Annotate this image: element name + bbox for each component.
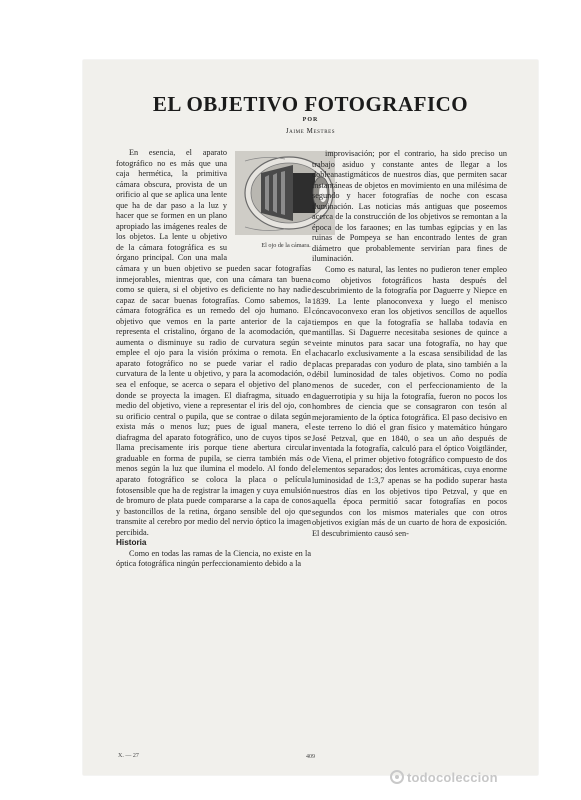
watermark-logo-icon <box>390 770 404 784</box>
body-paragraph: En esencia, el aparato fotográfico no es más que una caja hermética, la primitiva cámara obscura, provista de un orificio al que se aplica una lente que ha de dar paso a la luz y hacer que se formen en un plano apropiado las imágenes reales de los objetos. La lente u objetivo de la cámara fotográfica es su órgano principal. Con una mala cámara y un buen objetivo se pueden sacar fotografías inmejorables, mientras que, con una cámara tan buena como se quiera, si el objetivo es deficiente no hay nadie capaz de sacar buenas fotografías. Como sabemos, la cámara fotográfica es un remedo del ojo humano. El objetivo que vemos en la parte anterior de la caja representa el cristalino, órgano de la acomodación, que aumenta o disminuye su radio de curvatura según se emplee el ojo para la visión próxima o remota. En el aparato fotográfico no se puede variar el radio de curvatura de la lente u objetivo, y para la acomodación, o sea el enfoque, se acerca o separa el objetivo del plano donde se proyecta la imagen. El diafragma, situado en medio del objetivo, viene a representar el iris del ojo, con su orificio central o pupila, que se contrae o dilata según exista más o menos luz; pues de igual manera, el diafragma del aparato fotográfico, uno de cuyos tipos se llama precisamente iris porque tiene abertura circular graduable en forma de pupila, se cierra también más o menos según la luz que ilumina el modelo. Al fondo del aparato fotográfico se coloca la placa o película fotosensible que ha de registrar la imagen y cuya emulsión de bromuro de plata puede compararse a la capa de conos y bastoncillos de la retina, órgano sensible del ojo que transmite al cerebro por medio del nervio óptico la imagen percibida. <box>116 148 311 537</box>
right-column <box>312 149 507 539</box>
body-paragraph: Como en todas las ramas de la Ciencia, no existe en la óptica fotográfica ningún perfeccionamiento debido a la <box>116 548 311 569</box>
byline-prefix: POR <box>302 117 319 123</box>
magazine-page <box>83 60 538 775</box>
article-title: EL OBJETIVO FOTOGRAFICO <box>152 92 469 116</box>
byline-author: Jaime Mestres <box>285 127 336 135</box>
body-paragraph: Como es natural, las lentes no pudieron tener empleo como objetivos fotográficos hasta después del descubrimiento de la fotografía por Daguerre y Niepce en 1839. La lente planoconvexa y luego el menisco cóncavoconvexo eran los objetivos sencillos de aquellos tiempos en que la fotografía se hallaba todavía en mantillas. Si Daguerre necesitaba sesiones de quince a veinte minutos para sacar una fotografía, no hay que achacarlo exclusivamente a la escasa sensibilidad de las placas preparadas con yoduro de plata, sino también a la débil luminosidad de tales objetivos. Como no podía menos de suceder, con el perfeccionamiento de la daguerrotipia y su hija la fotografía, fueron no pocos los hombres de ciencia que se consagraron con tesón al mejoramiento de la óptica fotográfica. El paso decisivo en este terreno lo dió el gran físico y matemático húngaro José Petzval, que en 1840, o sea un año después de inventada la fotografía, calculó para el óptico Voigtländer, de Viena, el primer objetivo fotográfico compuesto de dos elementos separados; dos lentes acromáticas, cuya enorme luminosidad de 1:3,7 apenas se ha podido superar hasta nuestros días en los objetivos tipo Petzval, y que en aquella época permitió sacar fotografías en pocos segundos con los mismos materiales que con otros objetivos exigían más de un cuarto de hora de exposición. El descubrimiento causó sen- <box>312 265 507 538</box>
watermark-text: todocoleccion <box>407 770 498 785</box>
section-heading: Historia <box>116 538 147 548</box>
body-paragraph: improvisación; por el contrario, ha sido preciso un trabajo asiduo y constante antes de llegar a los dobleanastigmáticos de nuestros días, que permiten sacar instantáneas de objetos en movimiento en una milésima de segundo y hacer fotografías de noche con escasa iluminación. Las noticias más antiguas que poseemos acerca de la construcción de los objetivos se remontan a la época de los faraones; en las tumbas egipcias y en las ruinas de Pompeya se han encontrado lentes de gran diámetro que probablemente servirían para fines de iluminación. <box>312 149 507 264</box>
section-mark: X. — 27 <box>118 753 139 759</box>
figure-caption: El ojo de la cámara. <box>261 242 311 249</box>
left-column <box>116 148 311 570</box>
page-number: 409 <box>306 754 315 760</box>
